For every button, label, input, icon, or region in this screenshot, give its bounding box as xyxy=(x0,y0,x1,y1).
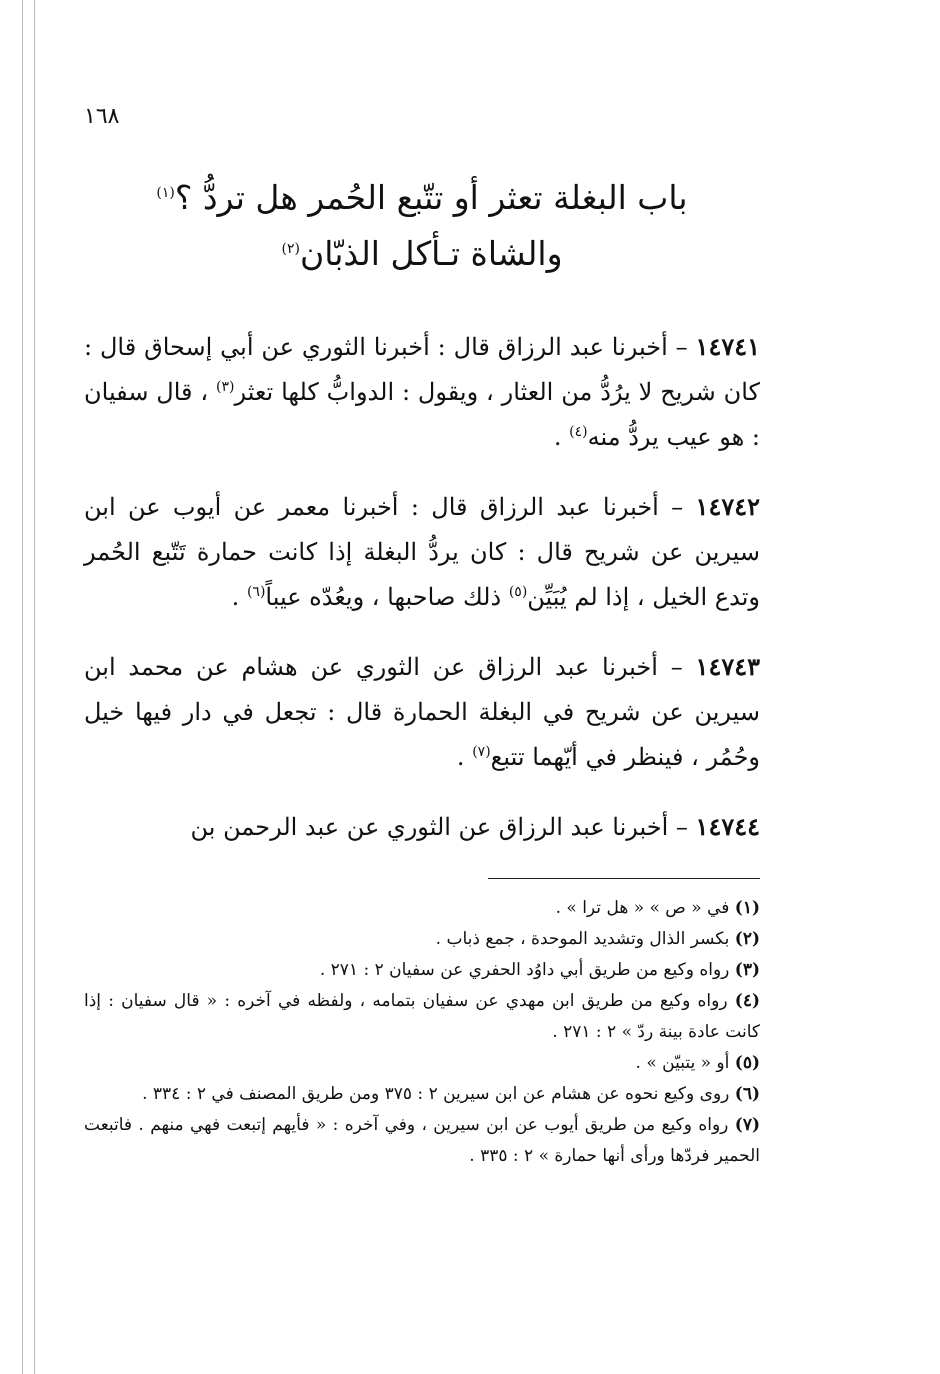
footnote xyxy=(84,1048,760,1079)
footnote-text: روى وكيع نحوه عن هشام عن ابن سيرين ٢ : ٣٧٥ ومن طريق المصنف في ٢ : ٣٣٤ . xyxy=(142,1084,735,1104)
footnote-text: رواه وكيع من طريق أيوب عن ابن سيرين ، وفي آخره : « فأيهم إتبعت فهي منهم . فاتبعت الحمير فردّها ورأى أنها حمارة » ٢ : ٣٣٥ . xyxy=(84,1115,760,1166)
hadith-text: ذلك صاحبها ، ويعُدّه عيباً xyxy=(265,583,509,611)
footnote-number: (٤) xyxy=(734,991,760,1011)
footnote xyxy=(84,1110,760,1172)
hadith-text: – أخبرنا عبد الرزاق عن الثوري عن عبد الرحمن بن xyxy=(190,813,696,841)
footnote-text: في « ص » « هل ترا » . xyxy=(555,898,735,918)
footnote-ref: (٧) xyxy=(472,744,491,760)
footnote-number: (٥) xyxy=(734,1053,760,1073)
footnote-number: (٦) xyxy=(734,1084,760,1104)
hadith-entries xyxy=(84,324,760,850)
footnote-ref: (٣) xyxy=(216,379,235,395)
footnote-number: (١) xyxy=(734,898,760,918)
hadith-text: . xyxy=(553,423,570,451)
chapter-title-line-1 xyxy=(84,170,760,226)
page-edge-line-left xyxy=(22,0,23,1374)
footnote xyxy=(84,1079,760,1110)
chapter-title xyxy=(84,170,760,282)
hadith-text: – أخبرنا عبد الرزاق عن الثوري عن هشام عن محمد ابن سيرين عن شريح في البغلة الحمارة قال : تجعل في دار فيها خيل وحُمُر ، فينظر في أيّهما تتبع xyxy=(84,653,760,771)
page-edge-line-left-inner xyxy=(34,0,35,1374)
hadith-text: – أخبرنا عبد الرزاق قال : أخبرنا الثوري عن أبي إسحاق قال : كان شريح لا يرُدُّ من العثار ، ويقول : الدوابُّ كلها تعثر xyxy=(84,333,760,406)
footnote-ref: (٤) xyxy=(569,424,588,440)
title-line-1-note: (١) xyxy=(156,185,175,201)
footnote xyxy=(84,924,760,955)
title-line-2-note: (٢) xyxy=(281,241,300,257)
footnote xyxy=(84,986,760,1048)
footnote-text: بكسر الذال وتشديد الموحدة ، جمع ذباب . xyxy=(435,929,735,949)
hadith-entry xyxy=(84,804,760,850)
chapter-title-line-2 xyxy=(84,226,760,282)
book-page xyxy=(84,100,760,1172)
footnote xyxy=(84,955,760,986)
footnote xyxy=(84,893,760,924)
hadith-number: ١٤٧٤٤ xyxy=(695,812,760,841)
footnote-number: (٣) xyxy=(734,960,760,980)
hadith-text: ، قال سفيان : هو عيب يردُّ منه xyxy=(84,378,760,451)
footnote-number: (٧) xyxy=(734,1115,760,1135)
hadith-number: ١٤٧٤٢ xyxy=(695,492,760,521)
title-line-1-text: باب البغلة تعثر أو تتّبع الحُمر هل تردُّ ؟ xyxy=(174,178,688,217)
hadith-number: ١٤٧٤١ xyxy=(695,332,760,361)
footnote-text: أو « يتبيّن » . xyxy=(635,1053,735,1073)
hadith-number: ١٤٧٤٣ xyxy=(695,652,760,681)
footnote-separator xyxy=(488,878,760,879)
hadith-entry xyxy=(84,644,760,780)
hadith-entry xyxy=(84,324,760,460)
footnotes xyxy=(84,893,760,1172)
hadith-text: . xyxy=(456,743,473,771)
footnote-ref: (٥) xyxy=(508,584,528,600)
hadith-text: . xyxy=(231,583,247,611)
footnote-text: رواه وكيع من طريق ابن مهدي عن سفيان بتمامه ، ولفظه في آخره : « قال سفيان : إذا كانت عادة بينة ردّ » ٢ : ٢٧١ . xyxy=(84,991,760,1042)
footnote-number: (٢) xyxy=(734,929,760,949)
footnote-text: رواه وكيع من طريق أبي داوُد الحفري عن سفيان ٢ : ٢٧١ . xyxy=(319,960,735,980)
hadith-entry xyxy=(84,484,760,620)
footnote-ref: (٦) xyxy=(246,584,266,600)
hadith-text: – أخبرنا عبد الرزاق قال : أخبرنا معمر عن أيوب عن ابن سيرين عن شريح قال : كان يردُّ البغلة إذا كانت حمارة تَتّبع الحُمر وتدع الخيل ، إذا لم يُبَيِّن xyxy=(84,493,760,611)
page-number: ١٦٨ xyxy=(84,104,120,129)
title-line-2-text: والشاة تـأكل الذبّان xyxy=(299,234,563,273)
